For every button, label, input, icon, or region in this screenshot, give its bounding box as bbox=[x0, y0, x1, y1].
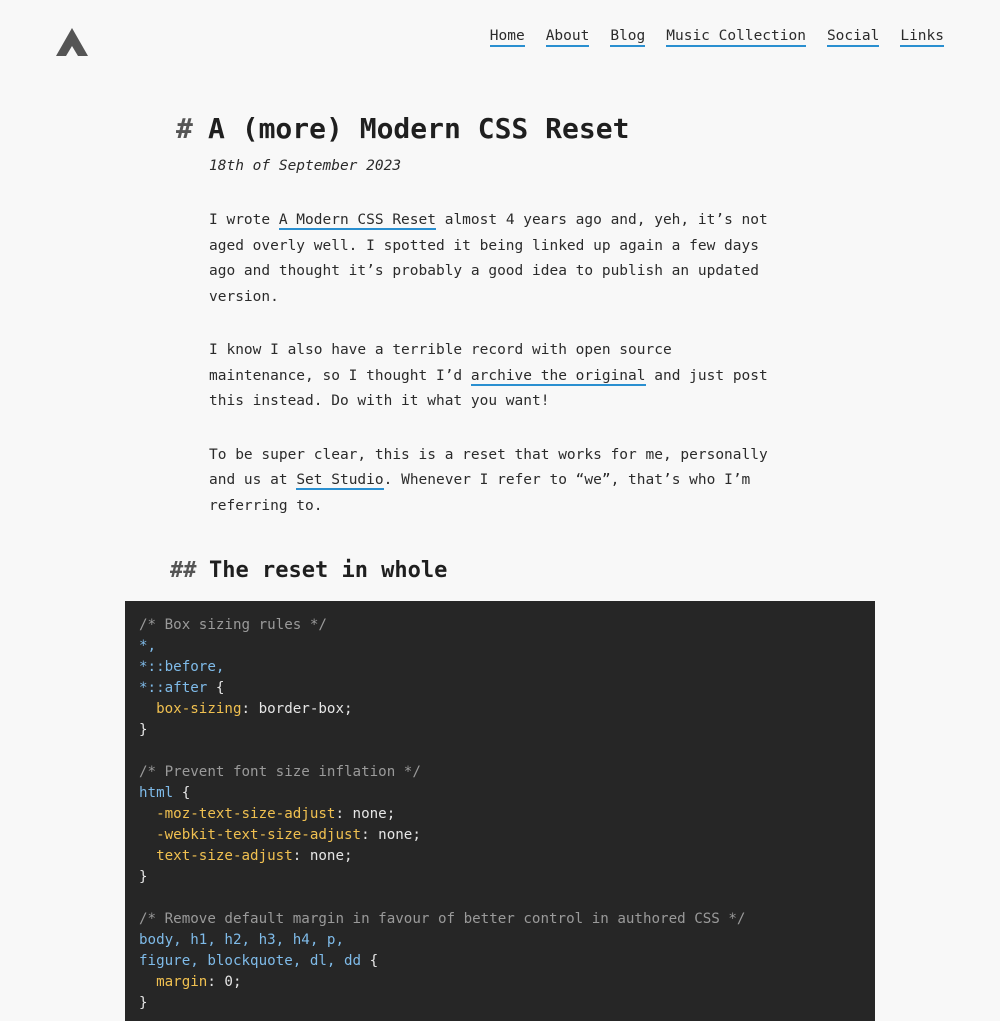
nav-social-link[interactable]: Social bbox=[827, 27, 879, 47]
nav-home-link[interactable]: Home bbox=[490, 27, 525, 47]
code-token: html bbox=[139, 785, 174, 801]
code-line bbox=[139, 951, 861, 972]
code-token: } bbox=[139, 995, 148, 1011]
code-token: *, bbox=[139, 638, 157, 654]
code-block[interactable] bbox=[125, 601, 875, 1021]
code-token: { bbox=[361, 953, 379, 969]
code-line bbox=[139, 720, 861, 741]
nav-music-collection-link[interactable]: Music Collection bbox=[666, 27, 806, 47]
heading-marker: ## bbox=[170, 558, 197, 583]
code-line bbox=[139, 762, 861, 783]
code-token: : border-box; bbox=[241, 701, 353, 717]
paragraph bbox=[209, 443, 769, 520]
code-token: margin bbox=[139, 974, 208, 990]
code-line bbox=[139, 888, 861, 909]
paragraph-text: I wrote bbox=[209, 212, 279, 228]
archive-original-link[interactable]: archive the original bbox=[470, 367, 646, 384]
paragraph-text: To be super clear, this is a reset that works for me, personally and us at bbox=[209, 446, 768, 488]
code-token: text-size-adjust bbox=[139, 848, 293, 864]
nav-links-link[interactable]: Links bbox=[900, 27, 944, 47]
nav-blog-link[interactable]: Blog bbox=[610, 27, 645, 47]
code-token: /* Prevent font size inflation */ bbox=[139, 764, 421, 780]
code-line bbox=[139, 846, 861, 867]
modern-css-reset-link[interactable]: A Modern CSS Reset bbox=[278, 212, 436, 228]
code-token: { bbox=[207, 680, 225, 696]
section-heading-text: The reset in whole bbox=[209, 558, 448, 583]
paragraph bbox=[209, 208, 769, 310]
main-nav bbox=[490, 27, 944, 47]
code-line bbox=[139, 636, 861, 657]
code-line bbox=[139, 867, 861, 888]
post-body bbox=[209, 208, 769, 547]
paragraph bbox=[209, 338, 769, 415]
code-line bbox=[139, 804, 861, 825]
code-token: } bbox=[139, 722, 148, 738]
code-token: /* Remove default margin in favour of better control in authored CSS */ bbox=[139, 911, 746, 927]
code-token: : none; bbox=[361, 827, 421, 843]
nav-about-link[interactable]: About bbox=[546, 27, 590, 47]
code-line bbox=[139, 909, 861, 930]
code-token: { bbox=[173, 785, 191, 801]
code-token: } bbox=[139, 869, 148, 885]
code-token: *::before, bbox=[139, 659, 225, 675]
code-token: figure, blockquote, dl, dd bbox=[139, 953, 362, 969]
code-token: box-sizing bbox=[139, 701, 242, 717]
code-line bbox=[139, 699, 861, 720]
heading-marker: # bbox=[176, 112, 193, 145]
code-line bbox=[139, 615, 861, 636]
post-date: 18th of September 2023 bbox=[209, 158, 402, 174]
code-token: : none; bbox=[335, 806, 396, 822]
code-line bbox=[139, 930, 861, 951]
section-heading bbox=[170, 558, 447, 583]
code-line bbox=[139, 972, 861, 993]
page-title bbox=[176, 112, 629, 145]
code-line bbox=[139, 783, 861, 804]
code-token: -moz-text-size-adjust bbox=[139, 806, 336, 822]
page-title-text: A (more) Modern CSS Reset bbox=[208, 112, 630, 145]
code-line bbox=[139, 657, 861, 678]
code-token: body, h1, h2, h3, h4, p, bbox=[139, 932, 344, 948]
site-logo-icon[interactable] bbox=[56, 28, 88, 56]
paragraph-text: I know I also have a terrible record with open source maintenance, so I thought I’d bbox=[209, 342, 672, 384]
code-token: -webkit-text-size-adjust bbox=[139, 827, 362, 843]
code-token: : 0; bbox=[207, 974, 242, 990]
code-line bbox=[139, 993, 861, 1014]
code-line bbox=[139, 678, 861, 699]
paragraph-text: and just post this instead. Do with it what you want! bbox=[209, 367, 768, 409]
paragraph-text: . Whenever I refer to “we”, that’s who I’m referring to. bbox=[209, 472, 751, 514]
code-token: /* Box sizing rules */ bbox=[139, 617, 327, 633]
set-studio-link[interactable]: Set Studio bbox=[296, 472, 384, 488]
code-line bbox=[139, 825, 861, 846]
paragraph-text: almost 4 years ago and, yeh, it’s not aged overly well. I spotted it being linked up again a few days ago and thought it’s probably a good idea to publish an updated version. bbox=[209, 212, 768, 305]
code-token: : none; bbox=[292, 848, 353, 864]
code-token: *::after bbox=[139, 680, 208, 696]
code-line bbox=[139, 741, 861, 762]
